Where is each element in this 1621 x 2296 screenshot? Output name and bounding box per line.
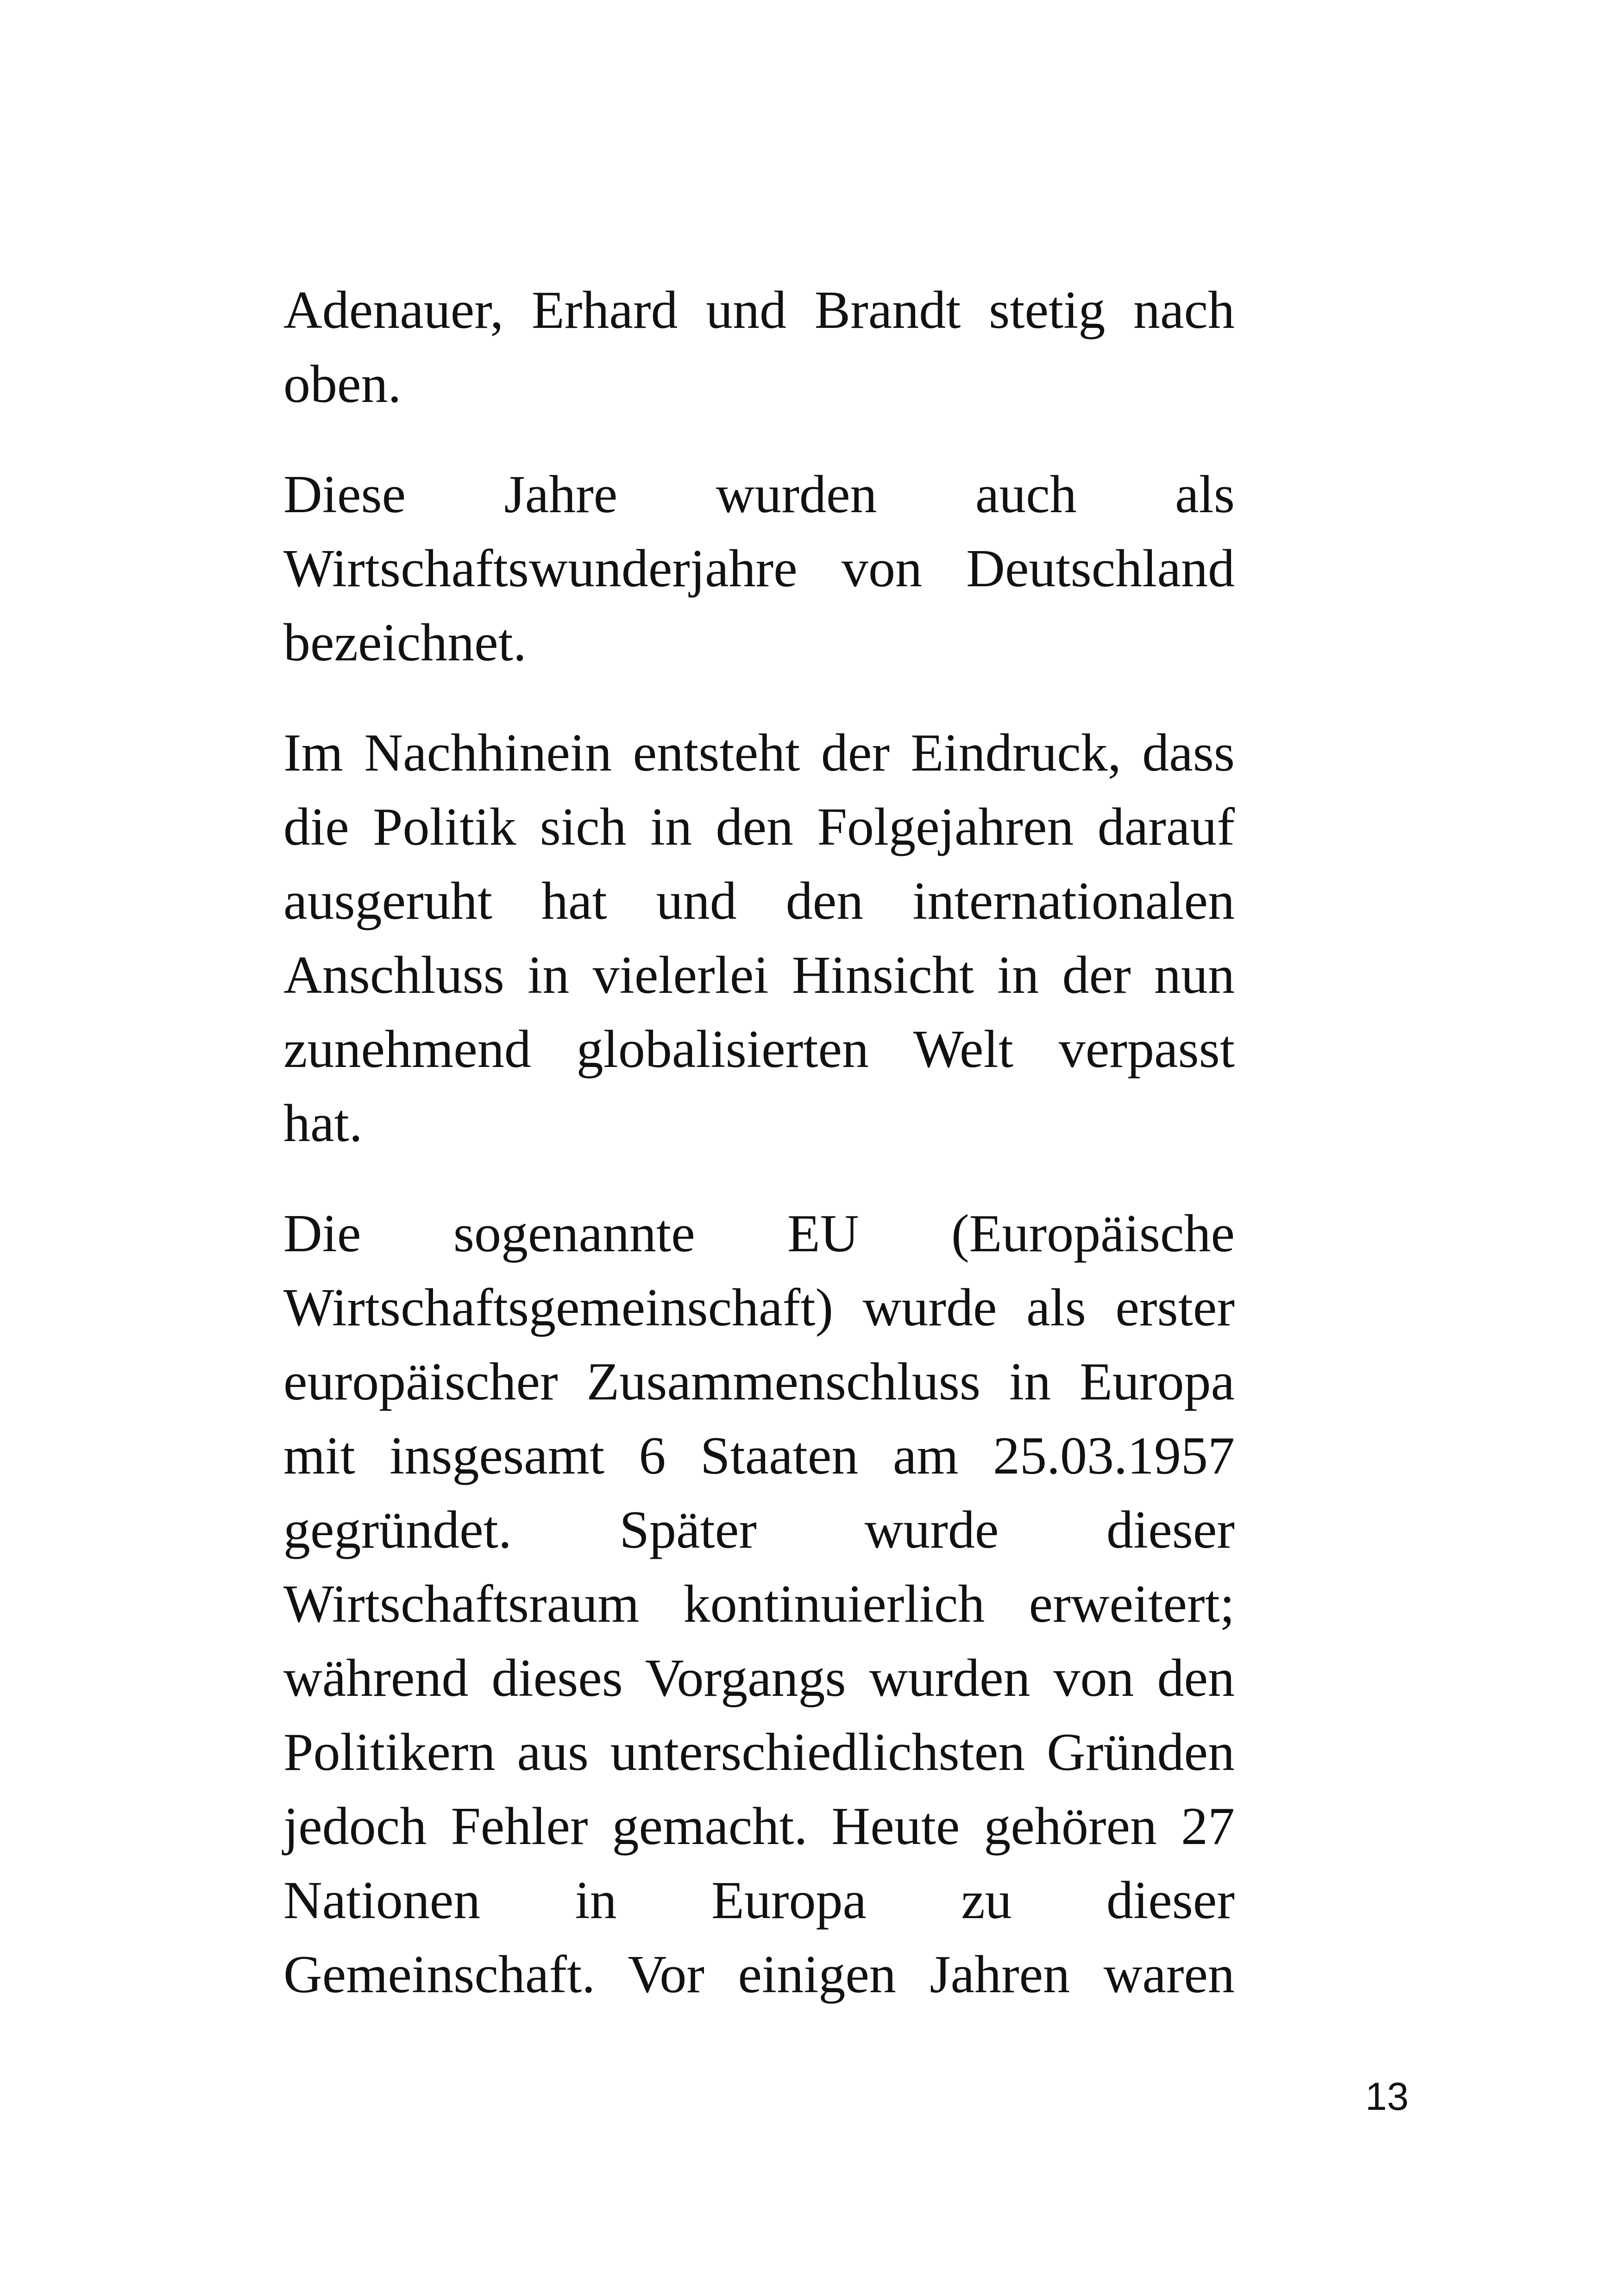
paragraph-4 bbox=[283, 1197, 1235, 2012]
text-line: jedoch Fehler gemacht. Heute gehören 27 bbox=[283, 1797, 1235, 1856]
body-text bbox=[283, 273, 1235, 2048]
text-line: Nationen in Europa zu dieser bbox=[283, 1871, 1235, 1930]
text-line: oben. bbox=[283, 355, 402, 414]
text-line: während dieses Vorgangs wurden von den bbox=[283, 1649, 1235, 1708]
text-line: hat. bbox=[283, 1094, 363, 1153]
text-line: Wirtschaftswunderjahre von Deutschland bbox=[283, 539, 1235, 598]
text-line: Wirtschaftsgemeinschaft) wurde als erster bbox=[283, 1278, 1235, 1337]
paragraph-3 bbox=[283, 716, 1235, 1161]
text-line: mit insgesamt 6 Staaten am 25.03.1957 bbox=[283, 1426, 1235, 1486]
text-line: Im Nachhinein entsteht der Eindruck, dass bbox=[283, 723, 1235, 783]
paragraph-2 bbox=[283, 458, 1235, 680]
text-line: gegründet. Später wurde dieser bbox=[283, 1500, 1235, 1560]
text-line: Wirtschaftsraum kontinuierlich erweitert; bbox=[283, 1575, 1235, 1634]
text-line: Diese Jahre wurden auch als bbox=[283, 465, 1235, 524]
text-line: Adenauer, Erhard und Brandt stetig nach bbox=[283, 281, 1235, 340]
text-line: Gemeinschaft. Vor einigen Jahren waren bbox=[283, 1945, 1235, 2004]
text-line: Politikern aus unterschiedlichsten Gründen bbox=[283, 1723, 1235, 1782]
paragraph-1 bbox=[283, 273, 1235, 421]
text-line: bezeichnet. bbox=[283, 613, 527, 672]
text-line: Anschluss in vielerlei Hinsicht in der nun bbox=[283, 946, 1235, 1005]
text-line: ausgeruht hat und den internationalen bbox=[283, 872, 1235, 931]
text-line: europäischer Zusammenschluss in Europa bbox=[283, 1352, 1235, 1411]
text-line: zunehmend globalisierten Welt verpasst bbox=[283, 1020, 1235, 1079]
text-line: Die sogenannte EU (Europäische bbox=[283, 1204, 1235, 1263]
page-number: 13 bbox=[1365, 2075, 1409, 2118]
text-line: die Politik sich in den Folgejahren darauf bbox=[283, 797, 1235, 857]
